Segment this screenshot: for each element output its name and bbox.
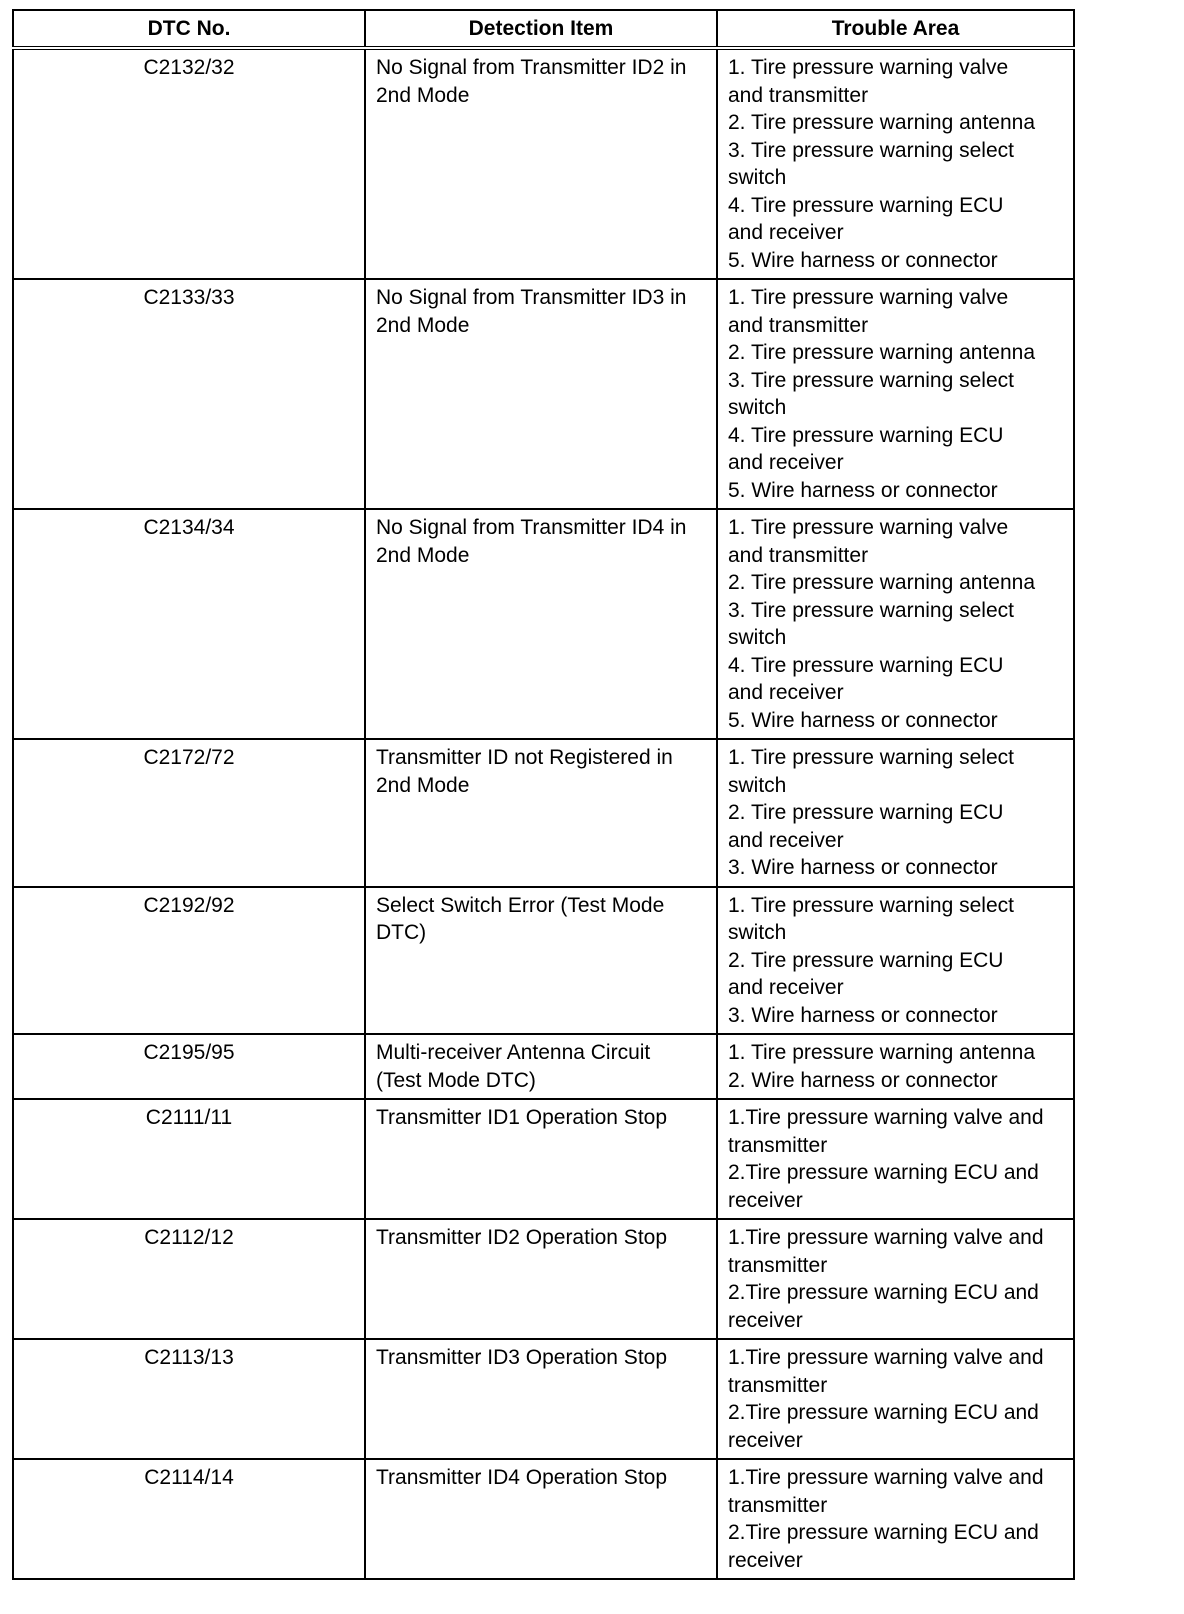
detection-item-cell <box>365 509 717 739</box>
dtc-code-cell: C2113/13 <box>13 1339 365 1459</box>
trouble-area-line: switch <box>728 396 787 419</box>
trouble-area-line: and transmitter <box>728 83 869 107</box>
trouble-area-line: 1. Tire pressure warning select <box>728 893 1014 917</box>
trouble-area-line: 2. Tire pressure warning antenna <box>728 111 1036 134</box>
trouble-area-line: 5. Wire harness or connector <box>728 248 998 272</box>
trouble-area-line: receiver <box>728 1428 803 1452</box>
detection-item-line: (Test Mode DTC) <box>376 1068 536 1092</box>
trouble-area-line: 2.Tire pressure warning ECU and <box>728 1281 1039 1304</box>
trouble-area-line: 1.Tire pressure warning valve and <box>728 1466 1044 1489</box>
detection-item-cell <box>365 1034 717 1099</box>
trouble-area-line: 2. Tire pressure warning ECU <box>728 801 1004 824</box>
detection-item-cell <box>365 1099 717 1219</box>
detection-item-cell <box>365 279 717 509</box>
detection-item-cell <box>365 1219 717 1339</box>
dtc-code-cell: C2112/12 <box>13 1219 365 1339</box>
detection-item-line: 2nd Mode <box>376 773 470 797</box>
trouble-area-line: 1.Tire pressure warning valve and <box>728 1346 1044 1369</box>
detection-item-line: No Signal from Transmitter ID4 in <box>376 516 687 539</box>
table-row <box>13 1459 1074 1579</box>
detection-item-line: Transmitter ID not Registered in <box>376 746 673 769</box>
trouble-area-line: transmitter <box>728 1253 828 1277</box>
trouble-area-line: 3. Wire harness or connector <box>728 1003 998 1027</box>
dtc-code-cell: C2195/95 <box>13 1034 365 1099</box>
trouble-area-line: and receiver <box>728 221 844 244</box>
trouble-area-line: 1. Tire pressure warning antenna <box>728 1041 1036 1064</box>
dtc-code-cell: C2172/72 <box>13 739 365 887</box>
table-row <box>13 279 1074 509</box>
trouble-area-line: 3. Wire harness or connector <box>728 856 998 879</box>
trouble-area-line: 1. Tire pressure warning valve <box>728 286 1009 309</box>
detection-item-line: Transmitter ID4 Operation Stop <box>376 1466 668 1489</box>
table-row <box>13 1099 1074 1219</box>
dtc-table <box>12 9 1075 1580</box>
trouble-area-cell <box>717 1339 1074 1459</box>
trouble-area-line: receiver <box>728 1548 803 1572</box>
detection-item-cell <box>365 887 717 1035</box>
trouble-area-line: switch <box>728 773 787 797</box>
trouble-area-line: 2. Tire pressure warning antenna <box>728 341 1036 364</box>
trouble-area-line: and receiver <box>728 976 844 999</box>
trouble-area-line: switch <box>728 166 787 189</box>
detection-item-line: 2nd Mode <box>376 313 470 337</box>
trouble-area-line: transmitter <box>728 1373 828 1397</box>
trouble-area-line: switch <box>728 921 787 944</box>
detection-item-line: 2nd Mode <box>376 83 470 107</box>
table-row <box>13 509 1074 739</box>
header-row <box>13 10 1074 48</box>
trouble-area-line: 1. Tire pressure warning select <box>728 746 1014 769</box>
dtc-code-cell: C2132/32 <box>13 48 365 279</box>
detection-item-cell <box>365 48 717 279</box>
trouble-area-line: and transmitter <box>728 313 869 337</box>
detection-item-cell <box>365 1459 717 1579</box>
table-row <box>13 1219 1074 1339</box>
detection-item-line: 2nd Mode <box>376 543 470 567</box>
trouble-area-line: 1.Tire pressure warning valve and <box>728 1106 1044 1129</box>
detection-item-line: DTC) <box>376 921 427 944</box>
dtc-code-cell: C2114/14 <box>13 1459 365 1579</box>
table-row <box>13 739 1074 887</box>
trouble-area-line: 2. Wire harness or connector <box>728 1068 998 1092</box>
trouble-area-cell <box>717 1459 1074 1579</box>
header-dtc-no: DTC No. <box>13 10 365 48</box>
trouble-area-line: receiver <box>728 1308 803 1332</box>
trouble-area-line: and receiver <box>728 451 844 474</box>
trouble-area-cell <box>717 509 1074 739</box>
trouble-area-line: transmitter <box>728 1133 828 1157</box>
trouble-area-line: 2.Tire pressure warning ECU and <box>728 1161 1039 1184</box>
trouble-area-line: 4. Tire pressure warning ECU <box>728 653 1004 677</box>
trouble-area-line: 2. Tire pressure warning antenna <box>728 571 1036 594</box>
detection-item-line: No Signal from Transmitter ID3 in <box>376 286 687 309</box>
trouble-area-cell <box>717 887 1074 1035</box>
table-header <box>13 10 1074 48</box>
detection-item-line: Transmitter ID3 Operation Stop <box>376 1346 668 1369</box>
trouble-area-line: switch <box>728 626 787 649</box>
trouble-area-line: 2.Tire pressure warning ECU and <box>728 1521 1039 1544</box>
trouble-area-line: transmitter <box>728 1493 828 1517</box>
trouble-area-cell <box>717 48 1074 279</box>
dtc-code-cell: C2192/92 <box>13 887 365 1035</box>
header-detection-item: Detection Item <box>365 10 717 48</box>
trouble-area-cell <box>717 279 1074 509</box>
trouble-area-line: 1. Tire pressure warning valve <box>728 516 1009 539</box>
dtc-code-cell: C2111/11 <box>13 1099 365 1219</box>
trouble-area-line: receiver <box>728 1188 803 1212</box>
trouble-area-cell <box>717 739 1074 887</box>
detection-item-cell <box>365 1339 717 1459</box>
dtc-code-cell: C2133/33 <box>13 279 365 509</box>
detection-item-cell <box>365 739 717 887</box>
trouble-area-line: 2.Tire pressure warning ECU and <box>728 1401 1039 1424</box>
trouble-area-cell <box>717 1219 1074 1339</box>
detection-item-line: No Signal from Transmitter ID2 in <box>376 56 687 79</box>
header-trouble-area: Trouble Area <box>717 10 1074 48</box>
table-row <box>13 1339 1074 1459</box>
table-row <box>13 48 1074 279</box>
trouble-area-line: 5. Wire harness or connector <box>728 478 998 502</box>
trouble-area-line: 5. Wire harness or connector <box>728 708 998 732</box>
dtc-code-cell: C2134/34 <box>13 509 365 739</box>
table-row <box>13 887 1074 1035</box>
table-row <box>13 1034 1074 1099</box>
trouble-area-line: 1. Tire pressure warning valve <box>728 56 1009 79</box>
trouble-area-cell <box>717 1034 1074 1099</box>
trouble-area-line: 4. Tire pressure warning ECU <box>728 193 1004 217</box>
trouble-area-line: 4. Tire pressure warning ECU <box>728 423 1004 447</box>
detection-item-line: Select Switch Error (Test Mode <box>376 893 665 917</box>
detection-item-line: Multi-receiver Antenna Circuit <box>376 1041 651 1064</box>
detection-item-line: Transmitter ID1 Operation Stop <box>376 1106 668 1129</box>
trouble-area-line: and receiver <box>728 828 844 852</box>
trouble-area-line: 3. Tire pressure warning select <box>728 138 1014 162</box>
trouble-area-line: 2. Tire pressure warning ECU <box>728 948 1004 972</box>
table-body <box>13 48 1074 1579</box>
trouble-area-line: and transmitter <box>728 543 869 567</box>
detection-item-line: Transmitter ID2 Operation Stop <box>376 1226 668 1249</box>
trouble-area-cell <box>717 1099 1074 1219</box>
trouble-area-line: and receiver <box>728 681 844 704</box>
trouble-area-line: 1.Tire pressure warning valve and <box>728 1226 1044 1249</box>
trouble-area-line: 3. Tire pressure warning select <box>728 598 1014 622</box>
trouble-area-line: 3. Tire pressure warning select <box>728 368 1014 392</box>
